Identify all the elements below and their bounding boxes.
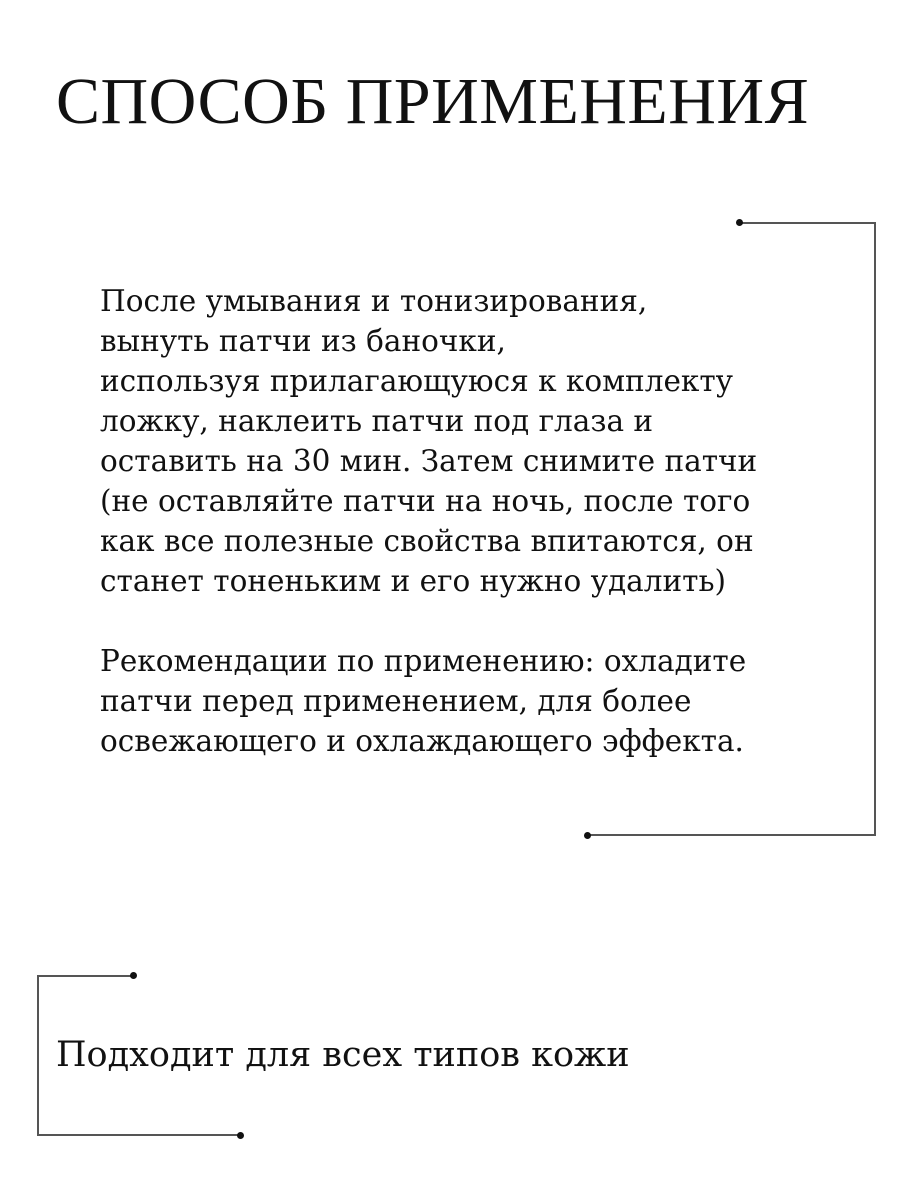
text-line: используя прилагающуюся к комплекту [100, 364, 734, 398]
frame-dot-top [736, 219, 743, 226]
text-line: оставить на 30 мин. Затем снимите патчи [100, 444, 758, 478]
instructions-paragraph-1 [100, 281, 840, 601]
footer-frame-dot-bottom [237, 1132, 244, 1139]
footer-frame-dot-top [130, 972, 137, 979]
text-line: (не оставляйте патчи на ночь, после того [100, 484, 751, 518]
instructions-paragraph-2 [100, 641, 840, 761]
text-line: патчи перед применением, для более [100, 684, 692, 718]
text-line: ложку, наклеить патчи под глаза и [100, 404, 654, 438]
text-line: освежающего и охлаждающего эффекта. [100, 724, 744, 758]
skin-type-note: Подходит для всех типов кожи [56, 1035, 630, 1075]
text-line: станет тоненьким и его нужно удалить) [100, 564, 727, 598]
text-line: как все полезные свойства впитаются, он [100, 524, 754, 558]
text-line: После умывания и тонизирования, [100, 284, 648, 318]
text-line: вынуть патчи из баночки, [100, 324, 506, 358]
text-line: Рекомендации по применению: охладите [100, 644, 747, 678]
frame-dot-bottom [584, 832, 591, 839]
page-title: СПОСОБ ПРИМЕНЕНИЯ [56, 65, 810, 138]
instructions-text [100, 281, 840, 761]
instructions-frame-bottom-line [588, 834, 742, 836]
footer-frame-trim [135, 975, 245, 978]
